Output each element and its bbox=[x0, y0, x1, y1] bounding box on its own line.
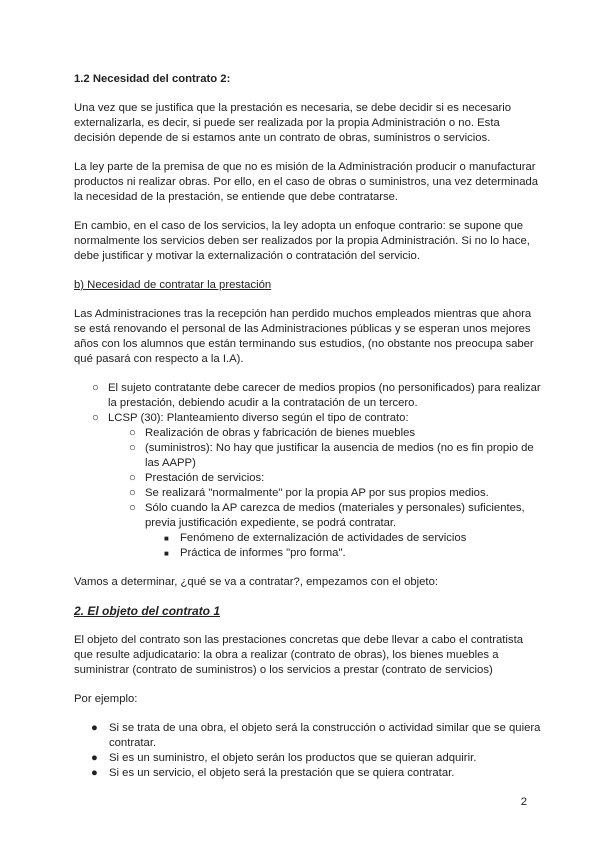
paragraph-5: Vamos a determinar, ¿qué se va a contratar?, empezamos con el objeto: bbox=[74, 576, 438, 588]
list-item: ○ (suministros): No hay que justificar la ausencia de medios (no es fin propio de las AAPP) bbox=[129, 442, 534, 469]
bullet-icon: ● bbox=[91, 767, 98, 779]
list-item: ○ LCSP (30): Planteamiento diverso según el tipo de contrato: bbox=[92, 412, 409, 424]
list-item: ■ Fenómeno de externalización de actividades de servicios bbox=[164, 532, 467, 544]
square-bullet-icon: ■ bbox=[164, 534, 169, 543]
circle-bullet-icon: ○ bbox=[129, 502, 136, 514]
paragraph-4: Las Administraciones tras la recepción han perdido muchos empleados mientras que ahora se está renovando el personal de las Administraciones públicas y se esperan unos mejores años con los alumnos que están terminando sus estudios, (no obstante nos preocupa saber qué pasará con respecto a la I.A). bbox=[74, 308, 534, 365]
circle-bullet-icon: ○ bbox=[129, 472, 136, 484]
paragraph-2: La ley parte de la premisa de que no es misión de la Administración producir o manufacturar productos ni realizar obras. Por ello, en el caso de obras o suministros, una vez determinada la necesidad de la prestación, se entiende que debe contratarse. bbox=[74, 161, 539, 203]
requirements-list bbox=[74, 381, 544, 561]
list-item: ■ Práctica de informes "pro forma". bbox=[164, 547, 346, 559]
bullet-icon: ● bbox=[91, 722, 98, 734]
section-heading-2: 2. El objeto del contrato 1 bbox=[74, 604, 221, 618]
paragraph-7: Por ejemplo: bbox=[74, 693, 138, 705]
paragraph-6: El objeto del contrato son las prestaciones concretas que debe llevar a cabo el contratista que resulte adjudicatario: la obra a realizar (contrato de obras), los bienes muebles a suministrar (contrato de suministros) o los servicios a prestar (contrato de servicios) bbox=[74, 634, 524, 676]
square-bullet-icon: ■ bbox=[164, 549, 169, 558]
paragraph-1: Una vez que se justifica que la prestación es necesaria, se debe decidir si es necesario externalizarla, es decir, si puede ser realizada por la propia Administración o no. Esta decisión depende de si estamos ante un contrato de obras, suministros o servicios. bbox=[74, 102, 512, 144]
list-item: ● Si es un servicio, el objeto será la prestación que se quiera contratar. bbox=[91, 767, 455, 779]
examples-list bbox=[74, 721, 544, 781]
paragraph-3: En cambio, en el caso de los servicios, la ley adopta un enfoque contrario: se supone que normalmente los servicios deben ser realizados por la propia Administración. Si no lo hace, debe justificar y motivar la externalización o contratación del servicio. bbox=[74, 220, 530, 262]
circle-bullet-icon: ○ bbox=[129, 442, 136, 454]
bullet-icon: ● bbox=[91, 752, 98, 764]
list-item: ○ Sólo cuando la AP carezca de medios (materiales y personales) suficientes, previa justificación expediente, se podrá contratar. bbox=[129, 502, 525, 529]
list-item: ○ Realización de obras y fabricación de bienes muebles bbox=[129, 427, 416, 439]
list-item: ● Si se trata de una obra, el objeto será la construcción o actividad similar que se quiera contratar. bbox=[91, 722, 541, 749]
subheading-b: b) Necesidad de contratar la prestación bbox=[74, 279, 272, 291]
circle-bullet-icon: ○ bbox=[129, 487, 136, 499]
list-item: ○ El sujeto contratante debe carecer de medios propios (no personificados) para realizar la prestación, debiendo acudir a la contratación de un tercero. bbox=[92, 382, 541, 409]
list-item: ○ Se realizará "normalmente" por la propia AP por sus propios medios. bbox=[129, 487, 489, 499]
circle-bullet-icon: ○ bbox=[129, 427, 136, 439]
page-number: 2 bbox=[520, 796, 527, 808]
circle-bullet-icon: ○ bbox=[92, 382, 99, 394]
section-heading-1-2: 1.2 Necesidad del contrato 2: bbox=[74, 73, 231, 85]
circle-bullet-icon: ○ bbox=[92, 412, 99, 424]
document-page bbox=[74, 72, 544, 781]
list-item: ● Si es un suministro, el objeto serán los productos que se quieran adquirir. bbox=[91, 752, 477, 764]
list-item: ○ Prestación de servicios: bbox=[129, 472, 265, 484]
